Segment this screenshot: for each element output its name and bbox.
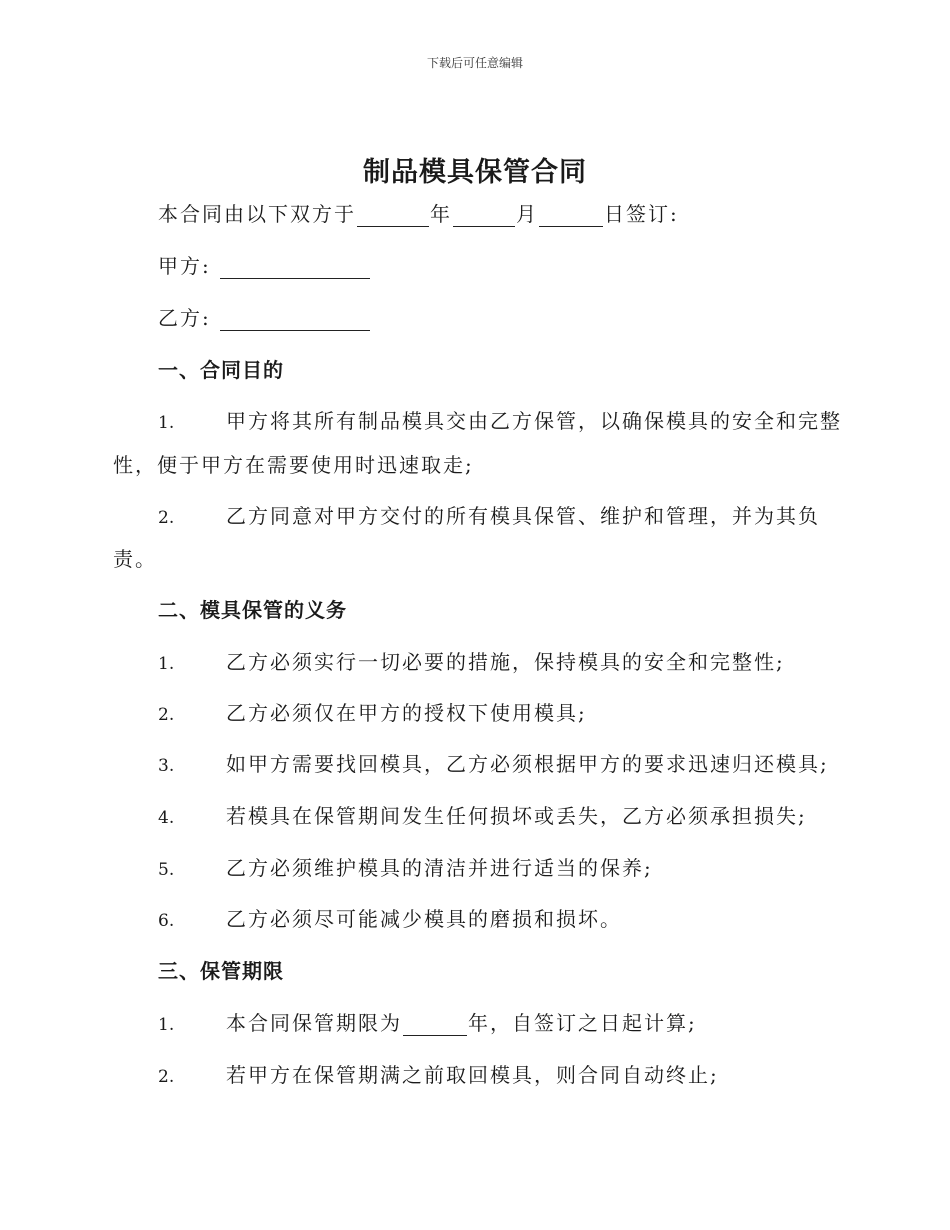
item-text: 乙方必须维护模具的清洁并进行适当的保养; [226, 856, 653, 880]
section1-item-2 [158, 500, 820, 529]
section1-item-2-cont: 责。 [113, 547, 157, 571]
item-number: 1. [158, 654, 175, 674]
item-number: 2. [158, 705, 175, 725]
item-number: 3. [158, 756, 175, 776]
section2-item-6 [158, 903, 622, 932]
section2-heading: 二、模具保管的义务 [158, 598, 347, 622]
section2-item-5 [158, 852, 653, 881]
section3-item-1 [158, 1007, 697, 1036]
item-number: 2. [158, 1067, 175, 1087]
intro-line [158, 198, 679, 227]
year-blank[interactable] [357, 206, 429, 227]
section2-item-4 [158, 800, 807, 829]
item-number: 2. [158, 508, 175, 528]
item-number: 1. [158, 1015, 175, 1035]
intro-month: 月 [516, 202, 538, 226]
section3-item-2 [158, 1059, 719, 1088]
item-text-prefix: 本合同保管期限为 [226, 1011, 402, 1035]
item-text: 乙方同意对甲方交付的所有模具保管、维护和管理，并为其负 [226, 504, 820, 528]
party-b-blank[interactable] [220, 310, 370, 331]
item-text: 如甲方需要找回模具，乙方必须根据甲方的要求迅速归还模具; [226, 752, 829, 776]
item-number: 6. [158, 911, 175, 931]
page-title: 制品模具保管合同 [363, 157, 587, 188]
section3-heading: 三、保管期限 [158, 959, 284, 983]
intro-day-sign: 日签订: [604, 202, 679, 226]
item-number: 1. [158, 413, 175, 433]
day-blank[interactable] [539, 206, 603, 227]
item-text: 乙方必须仅在甲方的授权下使用模具; [226, 701, 587, 725]
item-text: 乙方必须尽可能减少模具的磨损和损坏。 [226, 907, 622, 931]
header-note: 下载后可任意编辑 [426, 56, 523, 70]
intro-year: 年 [430, 202, 452, 226]
section2-item-3 [158, 748, 829, 777]
party-b-label: 乙方: [158, 306, 211, 330]
item-text: 乙方必须实行一切必要的措施，保持模具的安全和完整性; [226, 650, 785, 674]
section1-item-1-cont: 性，便于甲方在需要使用时迅速取走; [113, 453, 474, 477]
section2-item-1 [158, 646, 785, 675]
item-number: 4. [158, 808, 175, 828]
item-text: 若甲方在保管期满之前取回模具，则合同自动终止; [226, 1063, 719, 1087]
month-blank[interactable] [453, 206, 515, 227]
party-a-blank[interactable] [220, 258, 370, 279]
party-a-line [158, 250, 371, 279]
item-text: 甲方将其所有制品模具交由乙方保管，以确保模具的安全和完整 [226, 409, 842, 433]
section1-item-1 [158, 405, 842, 434]
party-a-label: 甲方: [158, 254, 211, 278]
intro-prefix: 本合同由以下双方于 [158, 202, 356, 226]
period-years-blank[interactable] [403, 1015, 467, 1036]
section1-heading: 一、合同目的 [158, 358, 284, 382]
party-b-line [158, 302, 371, 331]
item-number: 5. [158, 860, 175, 880]
item-text-suffix: 年，自签订之日起计算; [468, 1011, 697, 1035]
item-text: 若模具在保管期间发生任何损坏或丢失，乙方必须承担损失; [226, 804, 807, 828]
section2-item-2 [158, 697, 587, 726]
